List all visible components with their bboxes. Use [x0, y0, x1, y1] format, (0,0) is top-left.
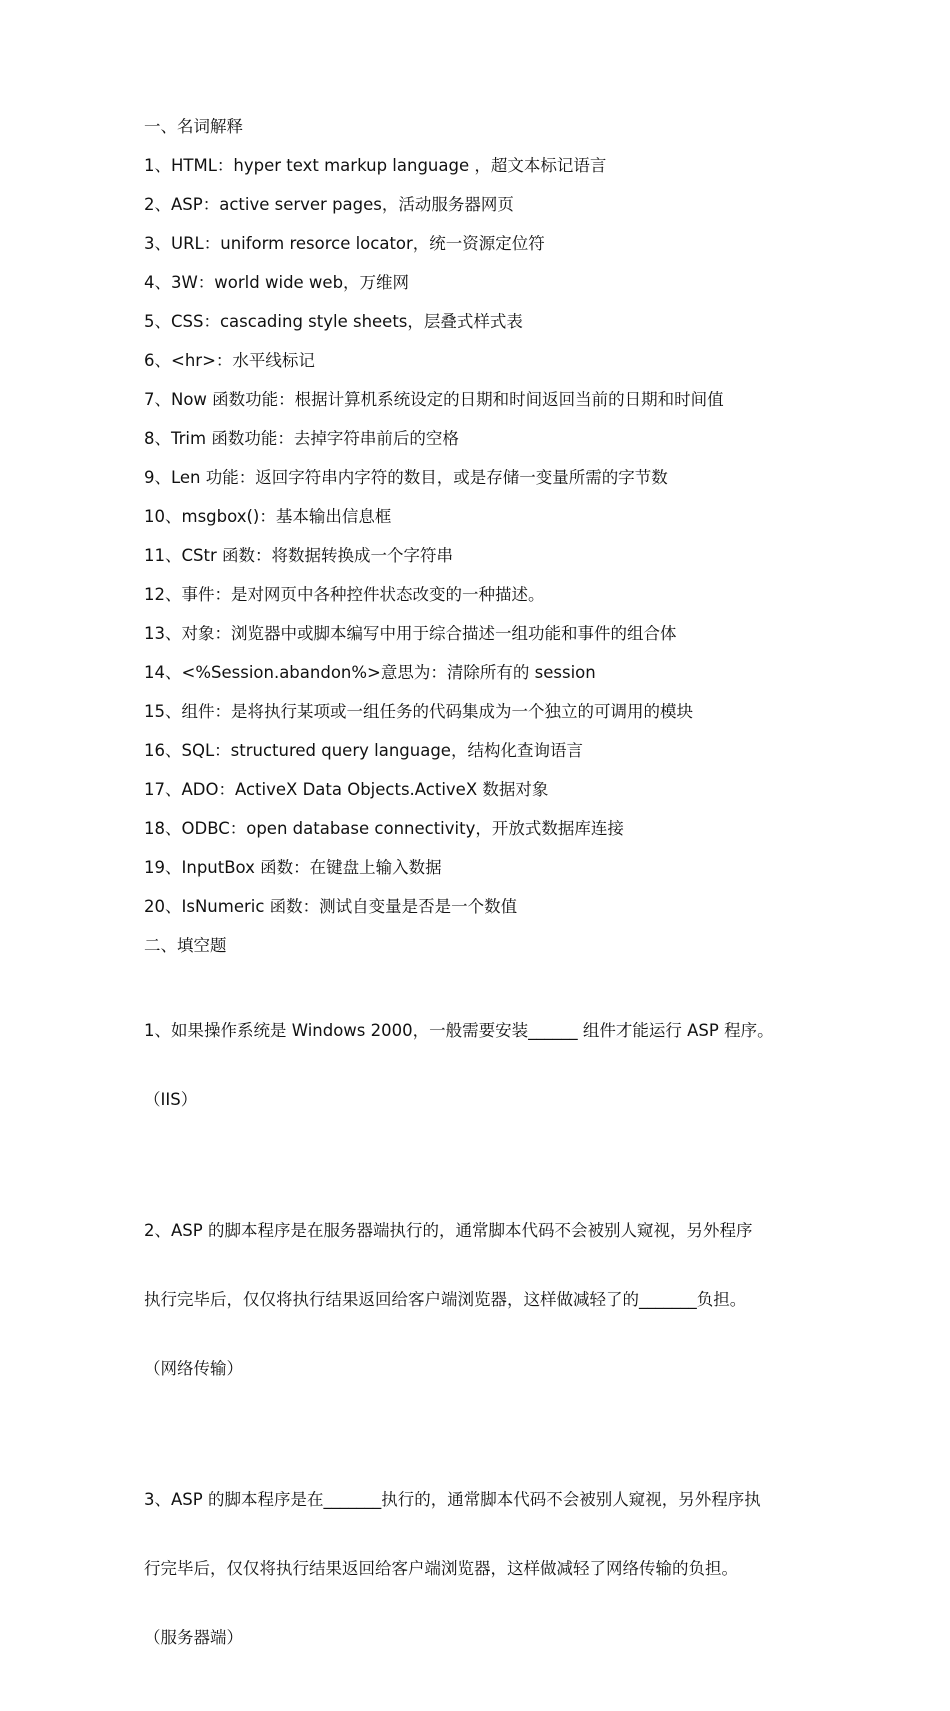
fill-in-question	[144, 1442, 804, 1695]
question-answer: （服务器端）	[144, 1628, 243, 1647]
definition-item: 2、ASP：active server pages，活动服务器网页	[144, 195, 514, 214]
definition-item: 11、CStr 函数：将数据转换成一个字符串	[144, 546, 453, 565]
question-answer: （网络传输）	[144, 1359, 243, 1378]
definition-item: 13、对象：浏览器中或脚本编写中用于综合描述一组功能和事件的组合体	[144, 624, 677, 643]
question-line: 3、ASP 的脚本程序是在_______执行的，通常脚本代码不会被别人窥视，另外程序执	[144, 1490, 761, 1509]
definition-item: 7、Now 函数功能：根据计算机系统设定的日期和时间返回当前的日期和时间值	[144, 390, 724, 409]
definition-item: 6、<hr>：水平线标记	[144, 351, 315, 370]
definition-item: 19、InputBox 函数：在键盘上输入数据	[144, 858, 442, 877]
section-heading-definitions: 一、名词解释	[144, 117, 243, 136]
question-answer: （IIS）	[144, 1090, 198, 1109]
definition-item: 4、3W：world wide web，万维网	[144, 273, 410, 292]
definition-item: 5、CSS：cascading style sheets，层叠式样式表	[144, 312, 523, 331]
definition-item: 1、HTML：hyper text markup language ，超文本标记语言	[144, 156, 607, 175]
definition-item: 16、SQL：structured query language，结构化查询语言	[144, 741, 583, 760]
definition-item: 14、<%Session.abandon%>意思为：清除所有的 session	[144, 663, 596, 682]
question-line: 行完毕后，仅仅将执行结果返回给客户端浏览器，这样做减轻了网络传输的负担。	[144, 1559, 738, 1578]
question-line: 2、ASP 的脚本程序是在服务器端执行的，通常脚本代码不会被别人窥视，另外程序	[144, 1221, 753, 1240]
definition-item: 9、Len 功能：返回字符串内字符的数目，或是存储一变量所需的字节数	[144, 468, 668, 487]
definition-item: 18、ODBC：open database connectivity，开放式数据库连接	[144, 819, 624, 838]
fill-in-question	[144, 973, 804, 1157]
fill-in-question	[144, 1173, 804, 1426]
definition-item: 12、事件：是对网页中各种控件状态改变的一种描述。	[144, 585, 545, 604]
definition-item: 17、ADO：ActiveX Data Objects.ActiveX 数据对象	[144, 780, 549, 799]
section-heading-fill-in: 二、填空题	[144, 936, 227, 955]
definition-item: 15、组件：是将执行某项或一组任务的代码集成为一个独立的可调用的模块	[144, 702, 693, 721]
question-line: 1、如果操作系统是 Windows 2000，一般需要安装______ 组件才能运行 ASP 程序。	[144, 1021, 774, 1040]
document-page	[144, 115, 804, 1711]
definition-item: 8、Trim 函数功能：去掉字符串前后的空格	[144, 429, 459, 448]
definition-item: 3、URL：uniform resorce locator，统一资源定位符	[144, 234, 545, 253]
definition-item: 10、msgbox()：基本输出信息框	[144, 507, 392, 526]
definition-item: 20、IsNumeric 函数：测试自变量是否是一个数值	[144, 897, 518, 916]
question-line: 执行完毕后，仅仅将执行结果返回给客户端浏览器，这样做减轻了的_______负担。	[144, 1290, 747, 1309]
